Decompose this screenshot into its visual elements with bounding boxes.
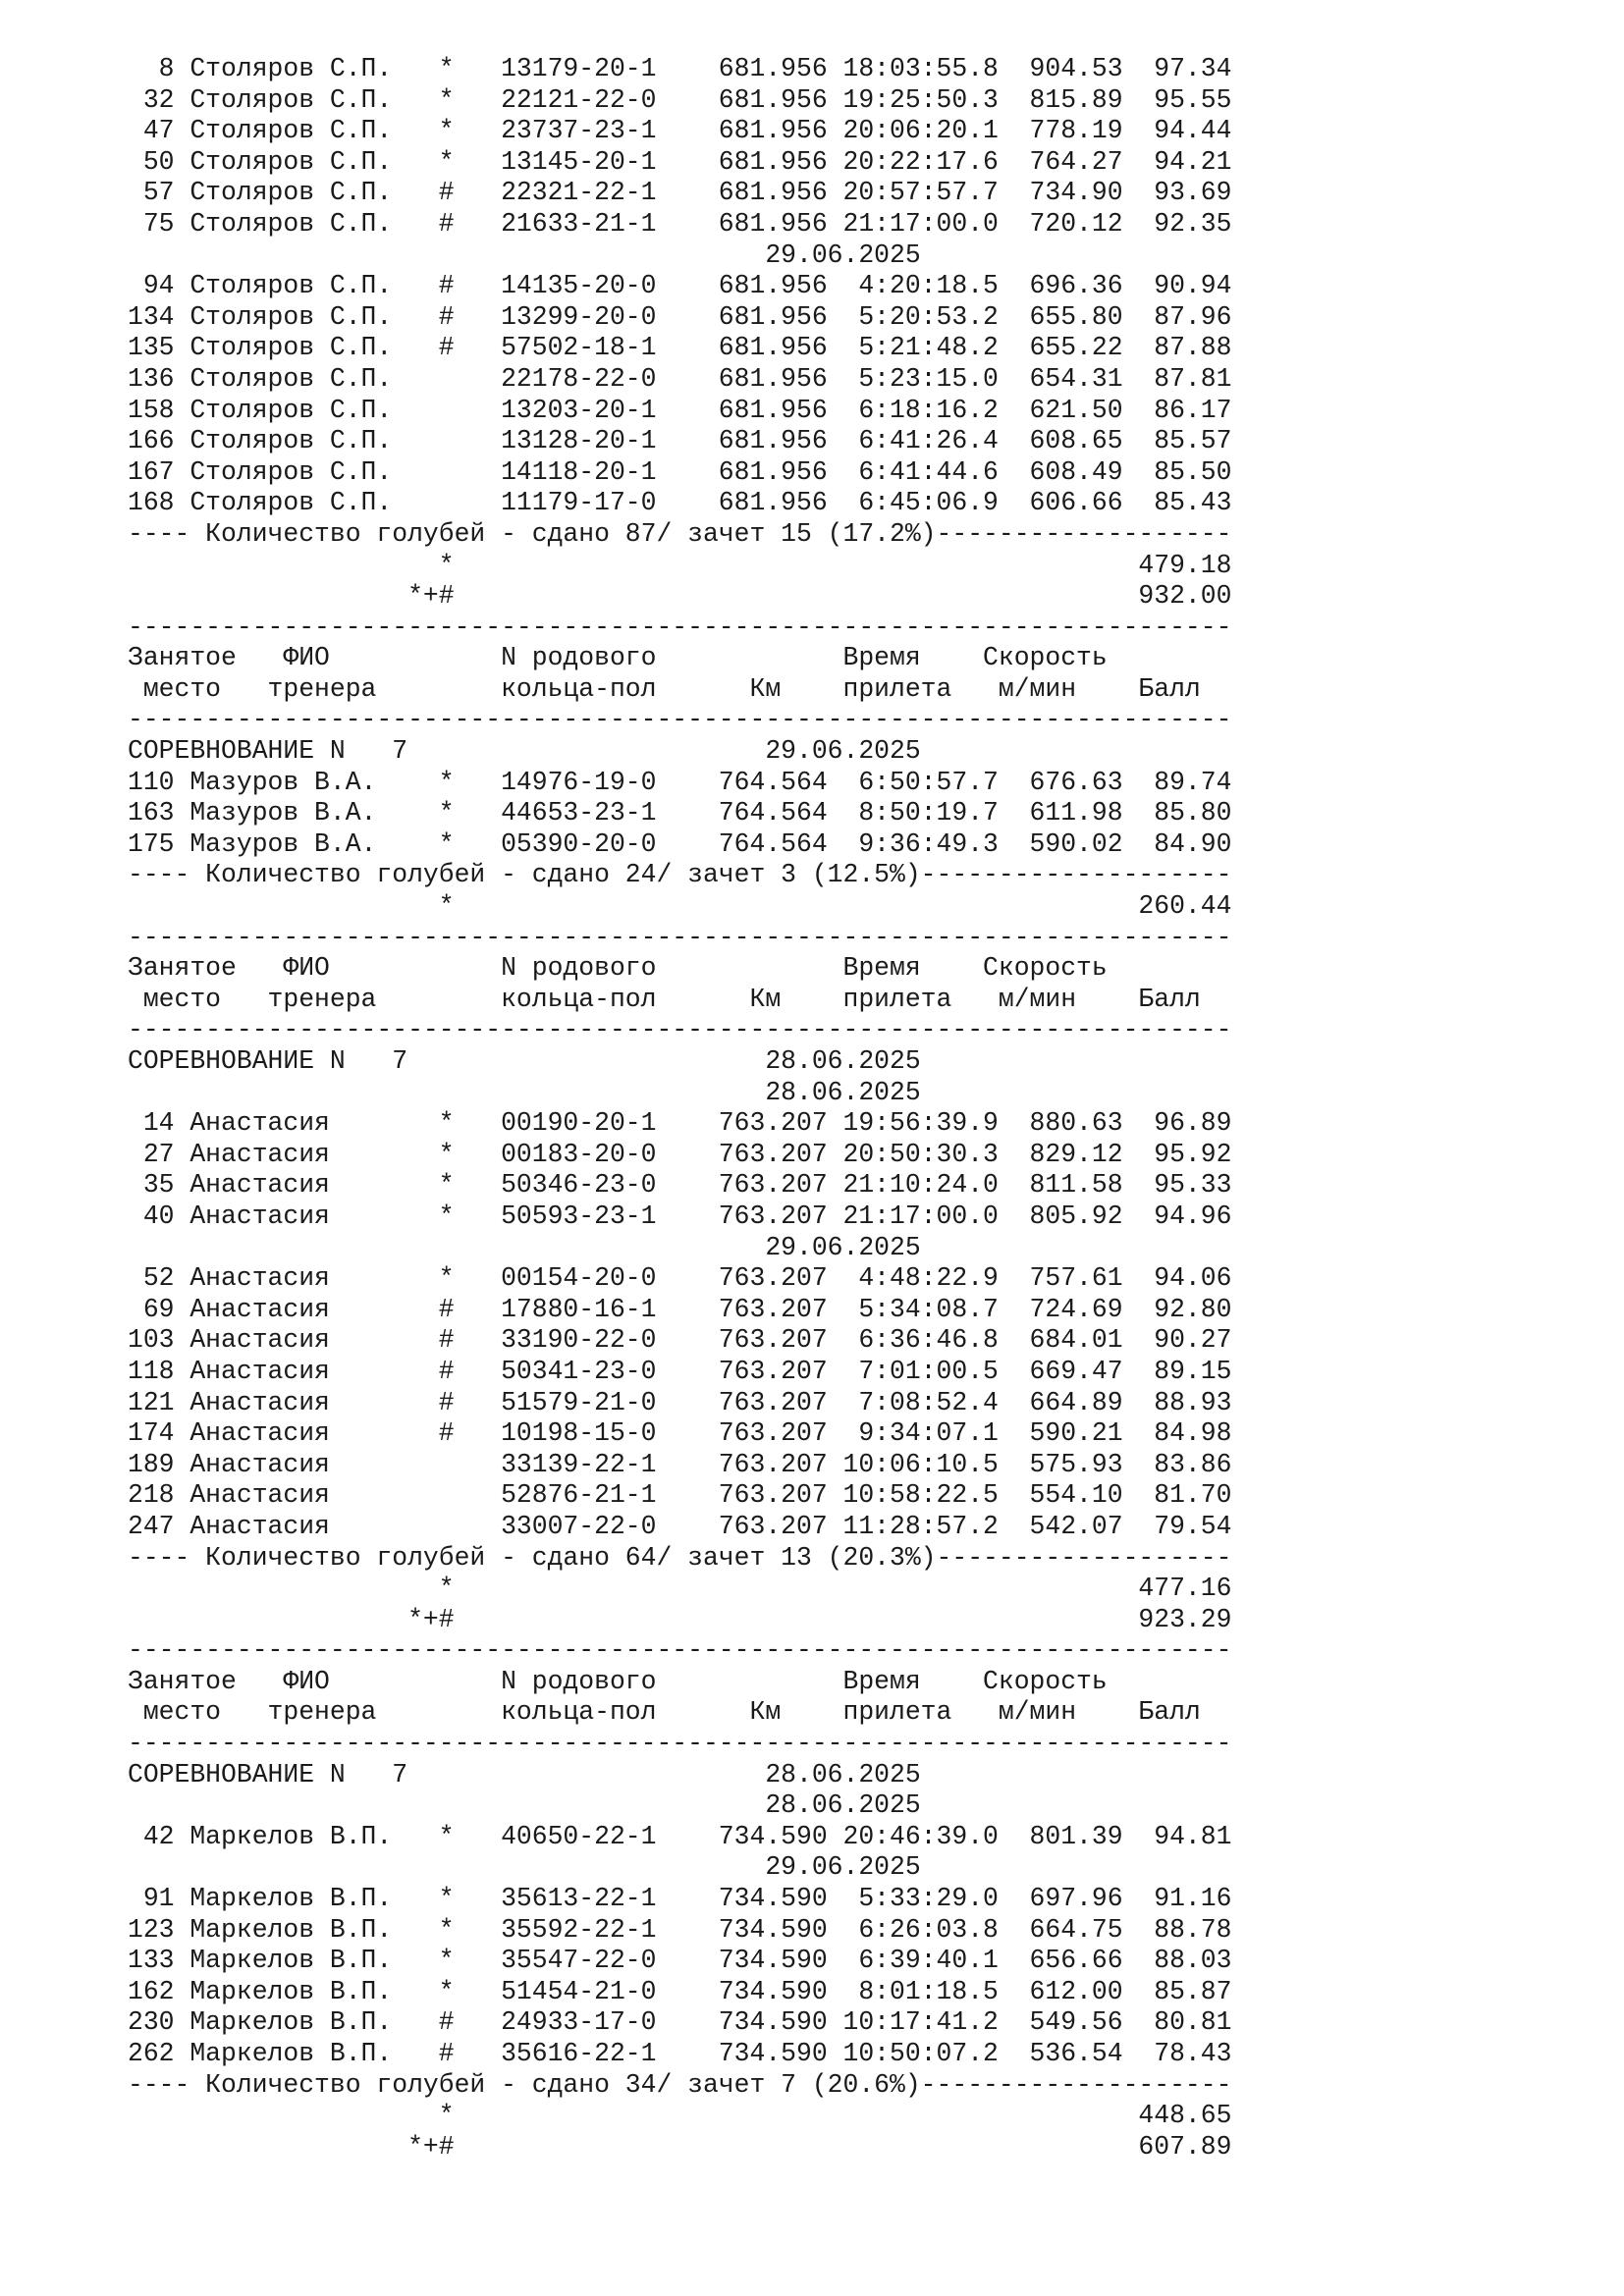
text-line: Занятое ФИО N родового Время Скорость [128,1666,1108,1696]
text-line: 28.06.2025 [128,1077,921,1107]
text-line: 166 Столяров С.П. 13128-20-1 681.956 6:41:26.4 608.65 85.57 [128,426,1232,456]
text-line: 121 Анастасия # 51579-21-0 763.207 7:08:52.4 664.89 88.93 [128,1387,1232,1417]
text-line: 163 Мазуров В.А. * 44653-23-1 764.564 8:50:19.7 611.98 85.80 [128,798,1232,828]
text-line: ----------------------------------------------------------------------- [128,1635,1232,1666]
text-line: ----------------------------------------------------------------------- [128,612,1232,642]
text-line: 32 Столяров С.П. * 22121-22-0 681.956 19:25:50.3 815.89 95.55 [128,84,1232,115]
text-line: 29.06.2025 [128,1852,921,1883]
text-line: 162 Маркелов В.П. * 51454-21-0 734.590 8:01:18.5 612.00 85.87 [128,1976,1232,2006]
text-line: 135 Столяров С.П. # 57502-18-1 681.956 5:21:48.2 655.22 87.88 [128,333,1232,363]
text-line: 136 Столяров С.П. 22178-22-0 681.956 5:23:15.0 654.31 87.81 [128,363,1232,394]
text-line: * 260.44 [128,891,1232,922]
text-line: 110 Мазуров В.А. * 14976-19-0 764.564 6:50:57.7 676.63 89.74 [128,767,1232,797]
text-line: 123 Маркелов В.П. * 35592-22-1 734.590 6:26:03.8 664.75 88.78 [128,1914,1232,1945]
text-line: 134 Столяров С.П. # 13299-20-0 681.956 5:20:53.2 655.80 87.96 [128,301,1232,332]
text-line: 174 Анастасия # 10198-15-0 763.207 9:34:07.1 590.21 84.98 [128,1418,1232,1449]
text-line: ---- Количество голубей - сдано 87/ зачет 15 (17.2%)------------------- [128,518,1232,549]
text-line: 69 Анастасия # 17880-16-1 763.207 5:34:08.7 724.69 92.80 [128,1294,1232,1324]
text-line: ----------------------------------------------------------------------- [128,1015,1232,1045]
text-line: ----------------------------------------------------------------------- [128,922,1232,952]
text-line: 50 Столяров С.П. * 13145-20-1 681.956 20:22:17.6 764.27 94.21 [128,146,1232,177]
text-line: 168 Столяров С.П. 11179-17-0 681.956 6:45:06.9 606.66 85.43 [128,488,1232,518]
text-line: 40 Анастасия * 50593-23-1 763.207 21:17:00.0 805.92 94.96 [128,1201,1232,1231]
text-line: 118 Анастасия # 50341-23-0 763.207 7:01:00.5 669.47 89.15 [128,1356,1232,1386]
text-line: 189 Анастасия 33139-22-1 763.207 10:06:10.5 575.93 83.86 [128,1449,1232,1479]
text-line: 247 Анастасия 33007-22-0 763.207 11:28:57.2 542.07 79.54 [128,1511,1232,1541]
text-line: ----------------------------------------------------------------------- [128,1729,1232,1759]
text-line: 35 Анастасия * 50346-23-0 763.207 21:10:24.0 811.58 95.33 [128,1170,1232,1201]
text-line: 29.06.2025 [128,1232,921,1262]
text-line: 28.06.2025 [128,1790,921,1821]
text-line: ---- Количество голубей - сдано 64/ зачет 13 (20.3%)------------------- [128,1542,1232,1573]
text-line: 167 Столяров С.П. 14118-20-1 681.956 6:41:44.6 608.49 85.50 [128,456,1232,487]
text-line: ----------------------------------------------------------------------- [128,705,1232,735]
text-line: * 448.65 [128,2101,1232,2131]
text-line: место тренера кольца-пол Км прилета м/мин Балл [128,1697,1201,1728]
text-line: 175 Мазуров В.А. * 05390-20-0 764.564 9:36:49.3 590.02 84.90 [128,828,1232,859]
text-line: место тренера кольца-пол Км прилета м/мин Балл [128,673,1201,704]
text-line: *+# 607.89 [128,2131,1232,2162]
text-line: 14 Анастасия * 00190-20-1 763.207 19:56:39.9 880.63 96.89 [128,1108,1232,1139]
text-line: * 477.16 [128,1574,1232,1604]
text-line: ---- Количество голубей - сдано 24/ зачет 3 (12.5%)-------------------- [128,860,1232,890]
text-line: ---- Количество голубей - сдано 34/ зачет 7 (20.6%)-------------------- [128,2069,1232,2100]
text-line: 218 Анастасия 52876-21-1 763.207 10:58:22.5 554.10 81.70 [128,1480,1232,1511]
text-line: 57 Столяров С.П. # 22321-22-1 681.956 20:57:57.7 734.90 93.69 [128,178,1232,208]
text-line: место тренера кольца-пол Км прилета м/мин Балл [128,984,1201,1014]
text-line: Занятое ФИО N родового Время Скорость [128,643,1108,673]
text-line: 52 Анастасия * 00154-20-0 763.207 4:48:22.9 757.61 94.06 [128,1263,1232,1294]
text-line: 133 Маркелов В.П. * 35547-22-0 734.590 6:39:40.1 656.66 88.03 [128,1946,1232,1976]
text-line: СОРЕВНОВАНИЕ N 7 28.06.2025 [128,1759,921,1789]
text-line: 47 Столяров С.П. * 23737-23-1 681.956 20:06:20.1 778.19 94.44 [128,116,1232,146]
text-line: *+# 923.29 [128,1604,1232,1634]
text-line: * 479.18 [128,550,1232,580]
text-line: Занятое ФИО N родового Время Скорость [128,953,1108,984]
text-line: *+# 932.00 [128,581,1232,612]
text-line: 29.06.2025 [128,240,921,270]
text-line: 42 Маркелов В.П. * 40650-22-1 734.590 20:46:39.0 801.39 94.81 [128,1821,1232,1851]
text-line: 91 Маркелов В.П. * 35613-22-1 734.590 5:33:29.0 697.96 91.16 [128,1884,1232,1914]
text-line: 262 Маркелов В.П. # 35616-22-1 734.590 10:50:07.2 536.54 78.43 [128,2039,1232,2068]
text-line: 27 Анастасия * 00183-20-0 763.207 20:50:30.3 829.12 95.92 [128,1139,1232,1169]
text-line: 94 Столяров С.П. # 14135-20-0 681.956 4:20:18.5 696.36 90.94 [128,271,1232,301]
text-line: СОРЕВНОВАНИЕ N 7 28.06.2025 [128,1046,921,1076]
text-line: 103 Анастасия # 33190-22-0 763.207 6:36:46.8 684.01 90.27 [128,1325,1232,1356]
text-line: 158 Столяров С.П. 13203-20-1 681.956 6:18:16.2 621.50 86.17 [128,395,1232,425]
text-line: СОРЕВНОВАНИЕ N 7 29.06.2025 [128,736,921,767]
text-line: 8 Столяров С.П. * 13179-20-1 681.956 18:03:55.8 904.53 97.34 [128,54,1232,83]
text-line: 230 Маркелов В.П. # 24933-17-0 734.590 10:17:41.2 549.56 80.81 [128,2007,1232,2038]
results-document [128,54,1231,2163]
text-line: 75 Столяров С.П. # 21633-21-1 681.956 21:17:00.0 720.12 92.35 [128,208,1232,239]
